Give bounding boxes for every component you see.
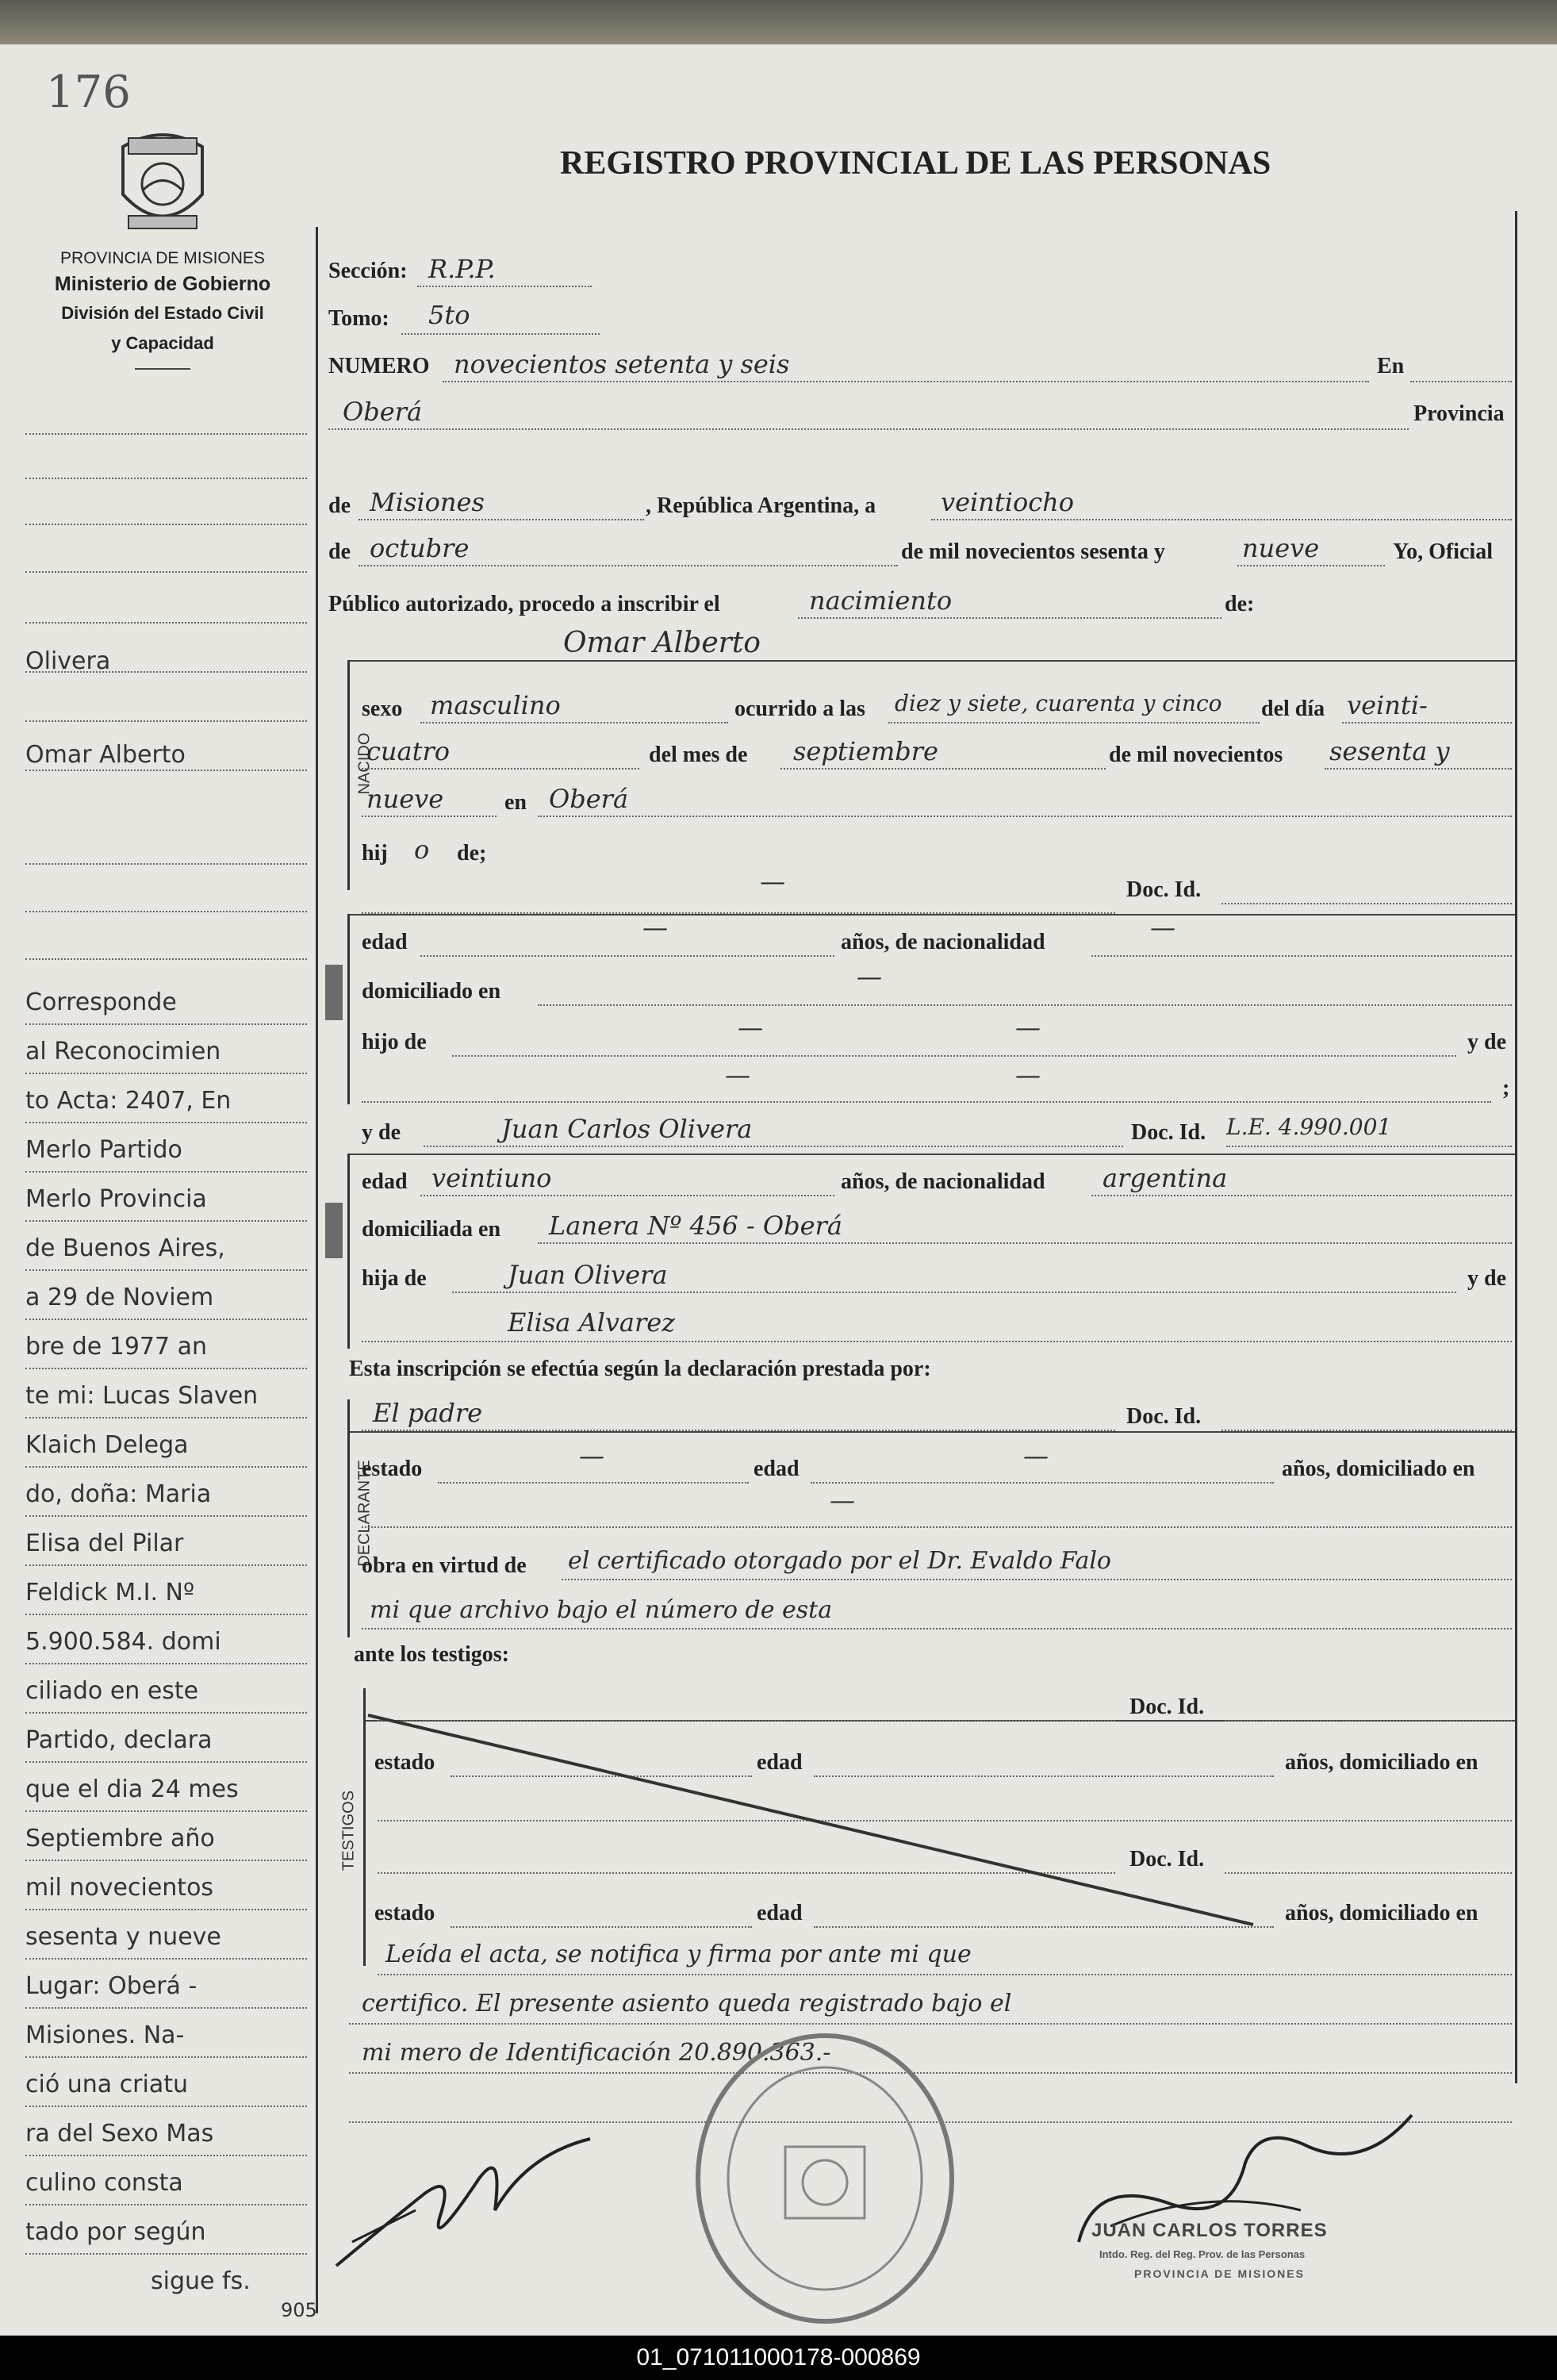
field-mes-nac: septiembre (793, 736, 938, 766)
label-estado-1: estado (362, 1457, 423, 1481)
official-stamp (690, 2028, 960, 2329)
margin-note-line: ció una criatu (25, 2071, 188, 2098)
label-sexo: sexo (362, 697, 403, 721)
institution-line-2: Ministerio de Gobierno (54, 273, 271, 295)
field-madre-doc: L.E. 4.990.001 (1226, 1114, 1392, 1140)
label-semicolon: ; (1502, 1076, 1510, 1100)
label-estado-2: estado (374, 1750, 435, 1775)
margin-note-line: Lugar: Oberá - (25, 1972, 198, 2000)
field-acto: nacimiento (809, 585, 953, 616)
official-province: PROVINCIA DE MISIONES (1134, 2267, 1305, 2280)
label-anos-dom-2: años, domiciliado en (1285, 1750, 1478, 1775)
margin-note-line: Feldick M.I. Nº (25, 1579, 195, 1606)
field-seccion: R.P.P. (428, 254, 496, 284)
label-de-colon: de: (1225, 592, 1255, 616)
field-hijo-o: o (414, 835, 430, 865)
margin-note-line: Septiembre año (25, 1825, 215, 1852)
margin-note-line: Misiones. Na- (25, 2021, 185, 2049)
label-esta-inscripcion: Esta inscripción se efectúa según la declaración prestada por: (349, 1357, 931, 1381)
field-anio-nac-2: nueve (366, 784, 444, 814)
label-publico: Público autorizado, procedo a inscribir el (328, 592, 720, 616)
field-dia-nac: veinti- (1347, 690, 1428, 720)
official-name: JUAN CARLOS TORRES (1091, 2220, 1328, 2241)
field-padre-dom: — (857, 962, 882, 992)
field-lugar: Oberá (343, 397, 423, 427)
margin-note-line: 5.900.584. domi (25, 1628, 221, 1656)
label-hijo-de-1: hijo de (362, 1030, 427, 1054)
field-madre-madre: Elisa Alvarez (508, 1307, 676, 1338)
field-obra-1: el certificado otorgado por el Dr. Evaldo Falo (568, 1547, 1111, 1575)
field-padre-madre-2: — (1015, 1060, 1041, 1090)
field-sexo: masculino (430, 690, 561, 720)
margin-note-line: Merlo Provincia (25, 1185, 207, 1213)
footer-id: 01_071011000178-000869 (0, 2336, 1557, 2380)
field-decl-dom: — (830, 1485, 855, 1515)
label-provincia: Provincia (1413, 401, 1505, 426)
institution-line-4: y Capacidad (111, 333, 214, 353)
label-de: de (328, 493, 351, 518)
margin-note-line: a 29 de Noviem (25, 1284, 214, 1311)
official-title: Intdo. Reg. del Reg. Prov. de las Personas (1099, 2248, 1306, 2260)
label-tomo: Tomo: (328, 306, 389, 331)
section-label-testigos: TESTIGOS (339, 1790, 358, 1871)
label-doc-id-1: Doc. Id. (1126, 877, 1202, 902)
field-anio-nac: sesenta y (1329, 736, 1450, 766)
label-republica: , República Argentina, a (646, 493, 876, 518)
page-title: REGISTRO PROVINCIAL DE LAS PERSONAS (560, 145, 1271, 182)
section-label-declarante: DECLARANTE (355, 1460, 374, 1567)
margin-note-line: Corresponde (25, 988, 177, 1016)
margin-surname: Olivera (25, 647, 111, 675)
margin-note-line: 905 (281, 2299, 317, 2321)
label-obra: obra en virtud de (362, 1553, 527, 1578)
label-doc-id-3: Doc. Id. (1126, 1404, 1202, 1429)
field-madre-nombre: Juan Carlos Olivera (501, 1114, 753, 1144)
label-hijo: hij (362, 841, 388, 866)
field-decl-estado: — (579, 1441, 604, 1471)
field-padre-nac: — (1150, 912, 1175, 942)
closing-note-3: mi mero de Identificación 20.890.363.- (362, 2039, 831, 2067)
field-madre-padre: Juan Olivera (508, 1260, 668, 1290)
institution-line-1: PROVINCIA DE MISIONES (60, 249, 265, 267)
label-doc-id-2: Doc. Id. (1131, 1120, 1206, 1145)
margin-note-line: sigue fs. (151, 2267, 251, 2295)
label-hija-de: hija de (362, 1266, 427, 1291)
field-hora: diez y siete, cuarenta y cinco (895, 690, 1222, 716)
label-anos-dom-3: años, domiciliado en (1285, 1901, 1478, 1925)
margin-note-line: te mi: Lucas Slaven (25, 1382, 259, 1410)
register-page (0, 44, 1557, 2336)
margin-note-line: ciliado en este (25, 1677, 199, 1705)
label-edad-5: edad (757, 1901, 803, 1925)
label-de-2: de (328, 539, 351, 564)
margin-note-line: tado por según (25, 2218, 206, 2246)
field-madre-edad: veintiuno (431, 1163, 552, 1193)
field-madre-dom: Lanera Nº 456 - Oberá (549, 1211, 842, 1241)
field-nombre: Omar Alberto (563, 627, 761, 659)
page-number: 176 (46, 67, 131, 118)
label-anos-nac-2: años, de nacionalidad (841, 1169, 1045, 1194)
closing-note-1: Leída el acta, se notifica y firma por ante mi que (385, 1940, 972, 1968)
label-anos-dom-1: años, domiciliado en (1282, 1457, 1475, 1481)
margin-note-line: mil novecientos (25, 1874, 214, 1902)
declarant-signature (320, 2107, 606, 2282)
label-en: En (1377, 354, 1405, 378)
label-numero: NUMERO (328, 354, 430, 378)
field-provincia: Misiones (370, 487, 485, 517)
field-tomo: 5to (428, 300, 470, 330)
label-y-de-1: y de (1467, 1030, 1506, 1054)
field-anio: nueve (1242, 533, 1320, 563)
field-padre-edad: — (642, 912, 668, 942)
label-edad-2: edad (362, 1169, 408, 1194)
label-de-mil-nov: de mil novecientos (1109, 743, 1283, 767)
margin-note-line: do, doña: Maria (25, 1480, 212, 1508)
institution-line-3: División del Estado Civil (61, 303, 264, 323)
field-decl-edad: — (1023, 1441, 1049, 1471)
label-yo-oficial: Yo, Oficial (1393, 539, 1493, 564)
label-del-dia: del día (1261, 697, 1325, 721)
field-madre-nac: argentina (1103, 1163, 1228, 1193)
field-padre-padre-2: — (1015, 1012, 1041, 1042)
margin-note-line: que el dia 24 mes (25, 1775, 239, 1803)
label-y-de-3: y de (1467, 1266, 1506, 1291)
label-edad-3: edad (754, 1457, 800, 1481)
margin-note-line: Elisa del Pilar (25, 1530, 184, 1557)
closing-note-2: certifico. El presente asiento queda registrado bajo el (362, 1990, 1012, 2017)
field-mes: octubre (370, 533, 470, 563)
margin-note-line: Klaich Delega (25, 1431, 189, 1459)
label-anos-nac-1: años, de nacionalidad (841, 930, 1045, 954)
label-ocurrido: ocurrido a las (734, 697, 865, 721)
field-padre-padre: — (738, 1012, 763, 1042)
coat-of-arms-icon (111, 127, 214, 238)
margin-note-line: ra del Sexo Mas (25, 2120, 214, 2148)
label-edad-1: edad (362, 930, 408, 954)
label-ante-testigos: ante los testigos: (354, 1642, 509, 1667)
field-declarante: El padre (373, 1398, 483, 1428)
cancel-line (365, 1710, 1269, 1933)
margin-note-line: to Acta: 2407, En (25, 1087, 232, 1115)
margin-note-line: Merlo Partido (25, 1136, 182, 1164)
label-y-de-2: y de (362, 1120, 401, 1145)
book-binding-edge (0, 0, 1557, 44)
label-domiciliado-1: domiciliado en (362, 979, 501, 1004)
margin-note-line: Partido, declara (25, 1726, 213, 1754)
section-label-nacido: NACIDO (355, 732, 374, 795)
label-doc-id-4: Doc. Id. (1129, 1695, 1205, 1719)
label-en-2: en (504, 790, 527, 815)
field-dia-nac-2: cuatro (366, 736, 451, 766)
field-lugar-nac: Oberá (549, 784, 629, 814)
label-seccion: Sección: (328, 259, 408, 283)
field-padre-madre: — (725, 1060, 750, 1090)
field-padre-nombre-dash: — (760, 866, 785, 896)
label-estado-3: estado (374, 1901, 435, 1925)
margin-note-line: bre de 1977 an (25, 1333, 208, 1361)
margin-note-line: sesenta y nueve (25, 1923, 221, 1951)
field-numero: novecientos setenta y seis (454, 349, 790, 379)
label-edad-4: edad (757, 1750, 803, 1775)
label-del-mes: del mes de (649, 743, 748, 767)
field-obra-2: mi que archivo bajo el número de esta (370, 1596, 833, 1624)
field-dia: veintiocho (941, 487, 1075, 517)
margin-note-line: de Buenos Aires, (25, 1234, 225, 1262)
margin-note-line: al Reconocimien (25, 1038, 221, 1065)
label-doc-id-5: Doc. Id. (1129, 1847, 1205, 1871)
label-de-semicolon: de; (457, 841, 487, 866)
margin-note-line: culino consta (25, 2169, 183, 2197)
margin-given-names: Omar Alberto (25, 741, 186, 769)
label-domiciliada: domiciliada en (362, 1217, 501, 1242)
label-mil-novecientos: de mil novecientos sesenta y (901, 539, 1165, 564)
